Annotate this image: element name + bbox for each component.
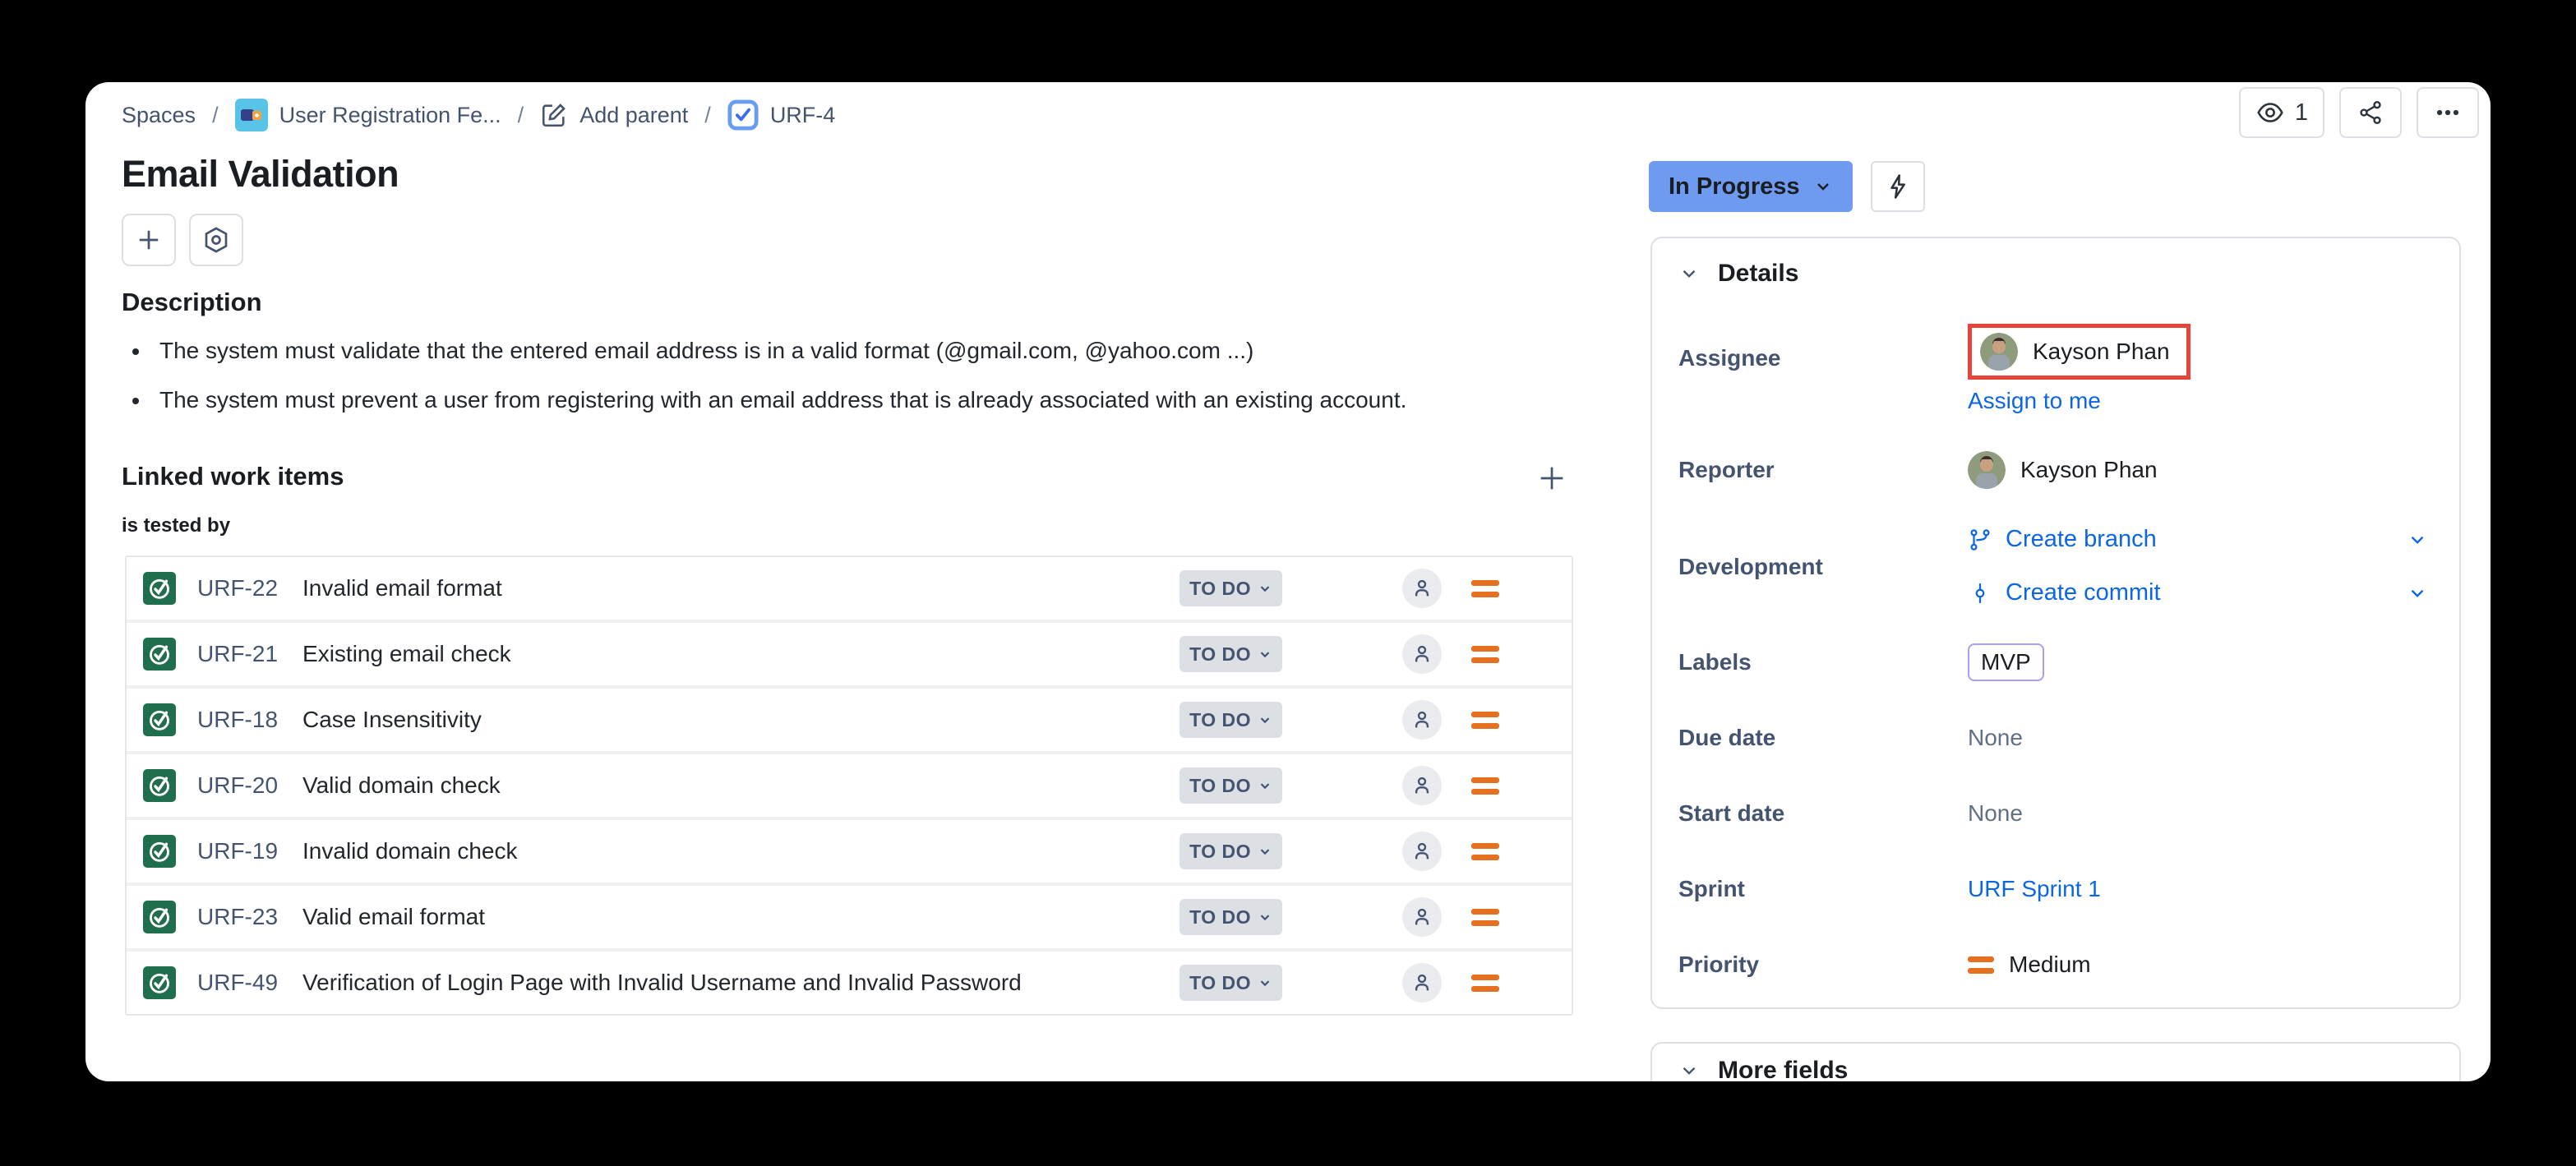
- chevron-down-icon: [1813, 177, 1833, 196]
- create-branch-link: Create branch: [2006, 526, 2157, 552]
- breadcrumb-issue-key[interactable]: [727, 99, 836, 131]
- more-fields-panel: [1650, 1042, 2461, 1081]
- field-label: Assignee: [1678, 345, 1781, 371]
- breadcrumb-separator: /: [517, 102, 524, 127]
- linked-item-title: Verification of Login Page with Invalid Username and Invalid Password: [302, 970, 1022, 995]
- linked-item-key: URF-49: [197, 970, 279, 995]
- breadcrumb-project-label: User Registration Fe...: [279, 102, 501, 127]
- apps-hexagon-icon: [201, 225, 231, 255]
- add-parent-label: Add parent: [579, 102, 689, 127]
- field-assignee: [1678, 324, 2433, 414]
- chevron-down-icon: [1678, 1060, 1700, 1081]
- status-dropdown[interactable]: [1180, 570, 1282, 606]
- linked-item-key: URF-20: [197, 772, 279, 798]
- chevron-down-icon: [1258, 975, 1272, 990]
- apps-button[interactable]: [189, 214, 243, 266]
- field-development: [1678, 526, 2433, 606]
- watchers-count: 1: [2294, 99, 2308, 126]
- linked-item-row[interactable]: [127, 557, 1572, 620]
- project-avatar-icon: [235, 99, 268, 131]
- test-type-icon: [143, 901, 176, 933]
- linked-item-key: URF-19: [197, 838, 279, 864]
- plus-icon: [1535, 462, 1568, 495]
- breadcrumb-project[interactable]: [235, 99, 501, 131]
- assignee-avatar-button[interactable]: [1402, 569, 1442, 608]
- assignee-avatar-button[interactable]: [1402, 634, 1442, 674]
- field-sprint: [1678, 869, 2433, 909]
- issue-key-label: URF-4: [769, 102, 836, 127]
- chevron-down-icon: [1258, 910, 1272, 924]
- status-label: TO DO: [1189, 577, 1251, 599]
- eye-icon: [2255, 98, 2285, 127]
- priority-medium-icon: [1471, 777, 1499, 795]
- linked-item-title: Case Insensitivity: [302, 707, 482, 732]
- due-date-value[interactable]: None: [1968, 725, 2023, 750]
- person-icon: [1410, 905, 1434, 929]
- lightning-icon: [1884, 173, 1912, 200]
- test-type-icon: [143, 703, 176, 736]
- priority-label: Medium: [2009, 952, 2091, 977]
- person-icon: [1410, 642, 1434, 666]
- description-bullet: • The system must validate that the entered email address is in a valid format (@gmail.com, @yahoo.com ...): [151, 334, 1598, 368]
- person-icon: [1410, 707, 1434, 732]
- status-dropdown[interactable]: [1180, 636, 1282, 672]
- priority-medium-icon: [1471, 712, 1499, 729]
- status-label: TO DO: [1189, 643, 1251, 665]
- assign-to-me-link[interactable]: Assign to me: [1968, 388, 2101, 413]
- status-label: In Progress: [1669, 173, 1800, 200]
- link-relation-label: is tested by: [122, 514, 231, 537]
- priority-medium-icon: [1471, 975, 1499, 992]
- priority-medium-icon: [1471, 646, 1499, 663]
- field-labels: [1678, 643, 2433, 682]
- linked-item-title: Invalid domain check: [302, 838, 518, 864]
- description-list: [151, 334, 1598, 432]
- status-dropdown[interactable]: [1180, 767, 1282, 804]
- more-actions-button[interactable]: [2417, 87, 2479, 138]
- plus-icon: [134, 225, 164, 255]
- ellipsis-icon: [2434, 99, 2462, 127]
- commit-icon: [1968, 581, 1992, 606]
- field-label: Due date: [1678, 725, 1776, 750]
- user-avatar: [1980, 333, 2018, 371]
- reporter-value[interactable]: [1968, 451, 2158, 489]
- breadcrumb-separator: /: [704, 102, 711, 127]
- status-label: TO DO: [1189, 906, 1251, 928]
- details-header[interactable]: [1678, 260, 2433, 288]
- field-label: Reporter: [1678, 457, 1775, 482]
- field-label: Sprint: [1678, 876, 1745, 901]
- test-type-icon: [143, 638, 176, 671]
- status-dropdown[interactable]: [1180, 899, 1282, 935]
- field-due-date: [1678, 718, 2433, 758]
- linked-item-row[interactable]: [127, 886, 1572, 948]
- status-label: TO DO: [1189, 774, 1251, 796]
- create-commit-link: Create commit: [2006, 579, 2161, 606]
- field-label: Labels: [1678, 649, 1752, 675]
- details-title: Details: [1718, 260, 1799, 287]
- share-icon: [2357, 99, 2384, 126]
- field-value: [1968, 324, 2433, 414]
- status-dropdown-button[interactable]: [1649, 161, 1853, 212]
- person-icon: [1410, 839, 1434, 864]
- linked-item-row[interactable]: [127, 689, 1572, 751]
- chevron-down-icon: [1258, 647, 1272, 661]
- task-type-icon: [727, 99, 759, 131]
- add-button[interactable]: [122, 214, 176, 266]
- watchers-button[interactable]: [2239, 87, 2324, 138]
- header-actions: [2239, 87, 2479, 138]
- priority-medium-icon: [1471, 843, 1499, 860]
- user-avatar: [1968, 451, 2006, 489]
- share-button[interactable]: [2339, 87, 2402, 138]
- description-bullet: • The system must prevent a user from registering with an email address that is already associated with an existing account.: [151, 383, 1598, 417]
- assignee-avatar-button[interactable]: [1402, 700, 1442, 740]
- more-fields-header[interactable]: [1678, 1057, 2433, 1081]
- create-branch-row[interactable]: [1968, 526, 2433, 553]
- test-type-icon: [143, 835, 176, 868]
- field-start-date: [1678, 794, 2433, 833]
- person-icon: [1410, 970, 1434, 995]
- test-type-icon: [143, 966, 176, 999]
- branch-expand-button[interactable]: [2407, 529, 2428, 551]
- priority-medium-icon: [1968, 956, 1994, 974]
- chevron-down-icon: [1258, 581, 1272, 596]
- assignee-avatar-button[interactable]: [1402, 766, 1442, 805]
- create-commit-row[interactable]: [1968, 579, 2433, 606]
- linked-item-key: URF-21: [197, 641, 279, 666]
- linked-item-title: Existing email check: [302, 641, 511, 666]
- chevron-down-icon: [2407, 529, 2428, 551]
- person-icon: [1410, 576, 1434, 601]
- breadcrumb-spaces-label: Spaces: [122, 102, 196, 127]
- start-date-value[interactable]: None: [1968, 800, 2023, 826]
- chevron-down-icon: [1258, 712, 1272, 727]
- chevron-down-icon: [1678, 263, 1700, 284]
- assignee-avatar-button[interactable]: [1402, 832, 1442, 871]
- priority-value[interactable]: [1968, 952, 2091, 978]
- linked-item-row[interactable]: [127, 623, 1572, 685]
- sprint-link[interactable]: URF Sprint 1: [1968, 876, 2101, 901]
- status-dropdown[interactable]: [1180, 965, 1282, 1001]
- add-parent-button[interactable]: [540, 101, 688, 129]
- assignee-name: Kayson Phan: [2033, 339, 2170, 364]
- linked-work-items-heading: Linked work items: [122, 462, 344, 491]
- chevron-down-icon: [1258, 844, 1272, 859]
- linked-item-key: URF-23: [197, 904, 279, 929]
- breadcrumb-spaces[interactable]: [122, 103, 196, 128]
- breadcrumb-separator: /: [212, 102, 219, 127]
- reporter-name: Kayson Phan: [2020, 457, 2158, 482]
- assignee-avatar-button[interactable]: [1402, 897, 1442, 937]
- linked-work-items-table: [125, 555, 1573, 1016]
- description-heading: Description: [122, 288, 262, 316]
- linked-item-row[interactable]: [127, 952, 1572, 1014]
- priority-medium-icon: [1471, 580, 1499, 597]
- chevron-down-icon: [2407, 583, 2428, 604]
- breadcrumb: [122, 94, 835, 136]
- work-item-page: [85, 82, 2491, 1081]
- person-icon: [1410, 773, 1434, 798]
- more-fields-title: More fields: [1718, 1057, 1849, 1081]
- page-title: Email Validation: [122, 153, 399, 195]
- linked-item-title: Valid email format: [302, 904, 486, 929]
- linked-item-key: URF-18: [197, 707, 279, 732]
- status-dropdown[interactable]: [1180, 702, 1282, 738]
- field-reporter: [1678, 450, 2433, 490]
- field-label: Start date: [1678, 800, 1785, 826]
- test-type-icon: [143, 572, 176, 605]
- linked-item-key: URF-22: [197, 575, 279, 601]
- edit-icon: [540, 101, 568, 129]
- details-panel: [1650, 237, 2461, 1009]
- label-chip[interactable]: MVP: [1968, 643, 2044, 681]
- field-label: Development: [1678, 554, 1823, 579]
- linked-item-row[interactable]: [127, 754, 1572, 817]
- title-toolbar: [122, 214, 243, 266]
- status-label: TO DO: [1189, 840, 1251, 862]
- status-dropdown[interactable]: [1180, 833, 1282, 869]
- linked-item-title: Valid domain check: [302, 772, 501, 798]
- linked-item-row[interactable]: [127, 820, 1572, 883]
- linked-item-title: Invalid email format: [302, 575, 502, 601]
- status-label: TO DO: [1189, 971, 1251, 993]
- assignee-avatar-button[interactable]: [1402, 963, 1442, 1002]
- test-type-icon: [143, 769, 176, 802]
- status-row: [1649, 161, 1925, 212]
- field-label: Priority: [1678, 952, 1760, 977]
- priority-medium-icon: [1471, 909, 1499, 926]
- branch-icon: [1968, 528, 1992, 552]
- status-label: TO DO: [1189, 708, 1251, 730]
- field-priority: [1678, 945, 2433, 984]
- commit-expand-button[interactable]: [2407, 583, 2428, 604]
- add-linked-item-button[interactable]: [1534, 460, 1570, 496]
- chevron-down-icon: [1258, 778, 1272, 793]
- assignee-value-annotated[interactable]: [1968, 324, 2191, 380]
- automation-button[interactable]: [1871, 161, 1925, 212]
